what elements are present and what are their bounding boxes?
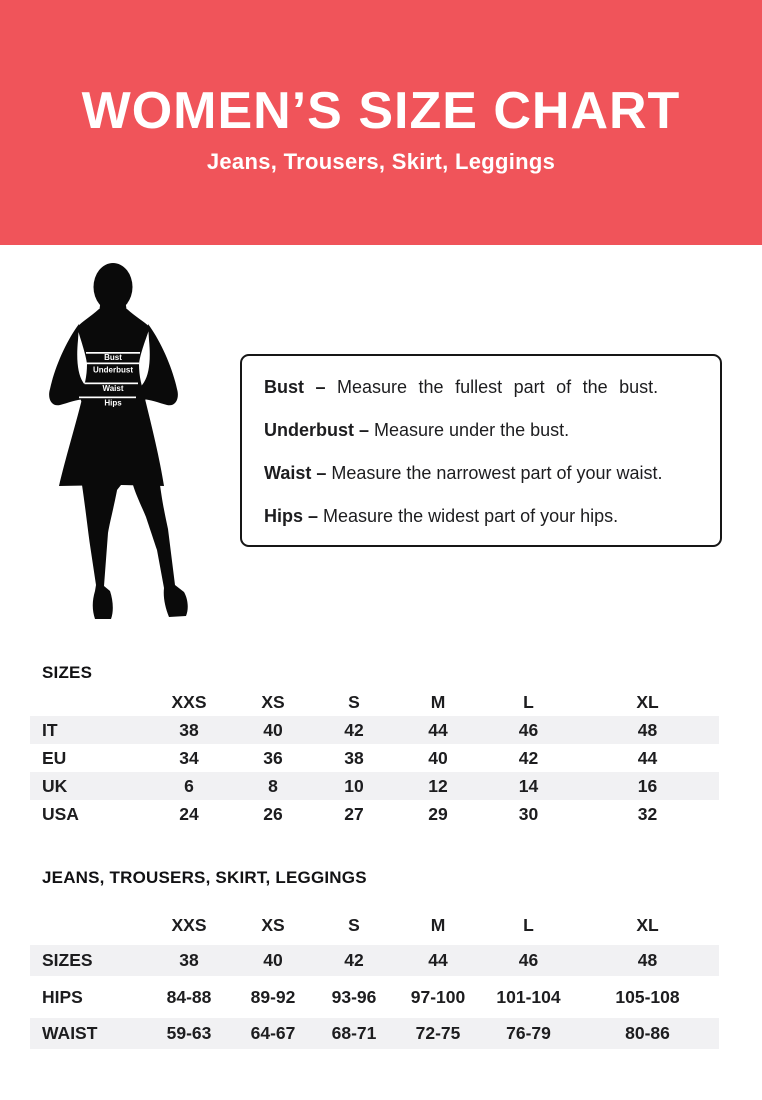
sizes-table xyxy=(30,688,719,828)
table-row xyxy=(30,716,719,744)
row-label: EU xyxy=(42,747,67,768)
size-value-cell: 101-104 xyxy=(496,986,561,1007)
size-column-header: M xyxy=(430,914,446,935)
size-value-cell: 42 xyxy=(344,719,364,740)
size-value-cell: 29 xyxy=(428,803,448,824)
size-value-cell: 84-88 xyxy=(166,986,212,1007)
bottoms-table xyxy=(30,905,719,1049)
size-value-cell: 10 xyxy=(344,775,364,796)
row-label-spacer xyxy=(30,688,145,716)
size-value-cell: 40 xyxy=(428,747,448,768)
measurement-desc: Measure the fullest part of the bust. xyxy=(325,376,659,397)
size-column-header: XXS xyxy=(171,691,207,712)
size-header-row xyxy=(30,688,719,716)
size-column-header: XL xyxy=(636,914,659,935)
size-value-cell: 68-71 xyxy=(331,1023,377,1043)
size-value-cell: 72-75 xyxy=(415,1023,461,1043)
size-value-cell: 76-79 xyxy=(506,1023,551,1043)
size-value-cell: 32 xyxy=(637,803,658,824)
row-label: WAIST xyxy=(42,1023,98,1043)
measurement-term: Bust – xyxy=(264,376,326,397)
page-title: WOMEN’S SIZE CHART xyxy=(81,81,681,140)
size-column-header: XS xyxy=(261,914,285,935)
size-value-cell: 105-108 xyxy=(615,986,680,1007)
size-header-row xyxy=(30,905,719,945)
size-value-cell: 12 xyxy=(428,775,448,796)
measurement-term: Hips – xyxy=(264,505,319,526)
size-value-cell: 44 xyxy=(428,950,448,970)
row-label: SIZES xyxy=(42,950,93,970)
measurement-definition xyxy=(264,376,705,398)
sizes-table-title: SIZES xyxy=(42,663,93,682)
size-value-cell: 34 xyxy=(179,747,199,768)
figure-label-bust: Bust xyxy=(104,353,122,362)
measurement-definition xyxy=(264,419,705,441)
row-label-spacer xyxy=(30,905,145,945)
size-value-cell: 42 xyxy=(344,950,364,970)
size-value-cell: 93-96 xyxy=(331,986,377,1007)
size-value-cell: 97-100 xyxy=(410,986,466,1007)
measurement-desc: Measure the narrowest part of your waist. xyxy=(326,462,663,483)
row-label: IT xyxy=(42,719,58,740)
size-value-cell: 38 xyxy=(344,747,364,768)
header-banner xyxy=(0,0,762,245)
silhouette-left-leg xyxy=(82,485,118,619)
size-value-cell: 40 xyxy=(263,719,283,740)
size-value-cell: 80-86 xyxy=(625,1023,670,1043)
size-column-header: S xyxy=(348,691,360,712)
table-row xyxy=(30,1018,719,1049)
size-value-cell: 44 xyxy=(428,719,448,740)
measurement-definition xyxy=(264,505,705,527)
size-column-header: L xyxy=(523,691,534,712)
measurement-info-box xyxy=(240,354,722,547)
size-value-cell: 46 xyxy=(518,719,539,740)
size-value-cell: 40 xyxy=(263,950,283,970)
size-value-cell: 38 xyxy=(179,719,199,740)
measurement-definition xyxy=(264,462,705,484)
size-value-cell: 38 xyxy=(179,950,199,970)
size-value-cell: 24 xyxy=(179,803,199,824)
table-row xyxy=(30,976,719,1018)
table-row xyxy=(30,772,719,800)
table-row xyxy=(30,945,719,976)
size-column-header: S xyxy=(348,914,360,935)
size-value-cell: 27 xyxy=(344,803,364,824)
measurement-term: Waist – xyxy=(264,462,327,483)
size-value-cell: 59-63 xyxy=(166,1023,212,1043)
size-value-cell: 48 xyxy=(637,950,658,970)
row-label: HIPS xyxy=(42,986,83,1007)
figure-label-hips: Hips xyxy=(104,398,122,408)
size-column-header: L xyxy=(523,914,534,935)
figure-label-waist: Waist xyxy=(102,384,124,393)
size-value-cell: 16 xyxy=(637,775,658,796)
size-value-cell: 89-92 xyxy=(250,986,296,1007)
table-row xyxy=(30,744,719,772)
size-value-cell: 48 xyxy=(637,719,658,740)
underbust-line xyxy=(86,363,139,365)
size-value-cell: 44 xyxy=(637,747,658,768)
silhouette-right-leg xyxy=(133,485,188,617)
measurement-term: Underbust – xyxy=(264,419,370,440)
size-value-cell: 64-67 xyxy=(250,1023,296,1043)
size-column-header: XS xyxy=(261,691,285,712)
size-column-header: M xyxy=(430,691,446,712)
bottoms-table-title: JEANS, TROUSERS, SKIRT, LEGGINGS xyxy=(42,868,367,887)
table-row xyxy=(30,800,719,828)
woman-silhouette-figure xyxy=(30,255,230,645)
page-subtitle: Jeans, Trousers, Skirt, Leggings xyxy=(206,148,556,174)
measurement-desc: Measure the widest part of your hips. xyxy=(318,505,619,526)
size-value-cell: 42 xyxy=(518,747,539,768)
measurement-desc: Measure under the bust. xyxy=(369,419,570,440)
figure-label-underbust: Underbust xyxy=(93,365,133,375)
row-label: UK xyxy=(42,775,68,796)
size-value-cell: 30 xyxy=(518,803,539,824)
size-column-header: XL xyxy=(636,691,659,712)
silhouette-dress xyxy=(59,399,164,490)
size-value-cell: 46 xyxy=(518,950,539,970)
size-column-header: XXS xyxy=(171,914,207,935)
size-value-cell: 8 xyxy=(268,775,278,796)
size-value-cell: 26 xyxy=(263,803,283,824)
size-value-cell: 14 xyxy=(518,775,539,796)
size-value-cell: 36 xyxy=(263,747,283,768)
size-value-cell: 6 xyxy=(184,775,194,796)
row-label: USA xyxy=(42,803,79,824)
